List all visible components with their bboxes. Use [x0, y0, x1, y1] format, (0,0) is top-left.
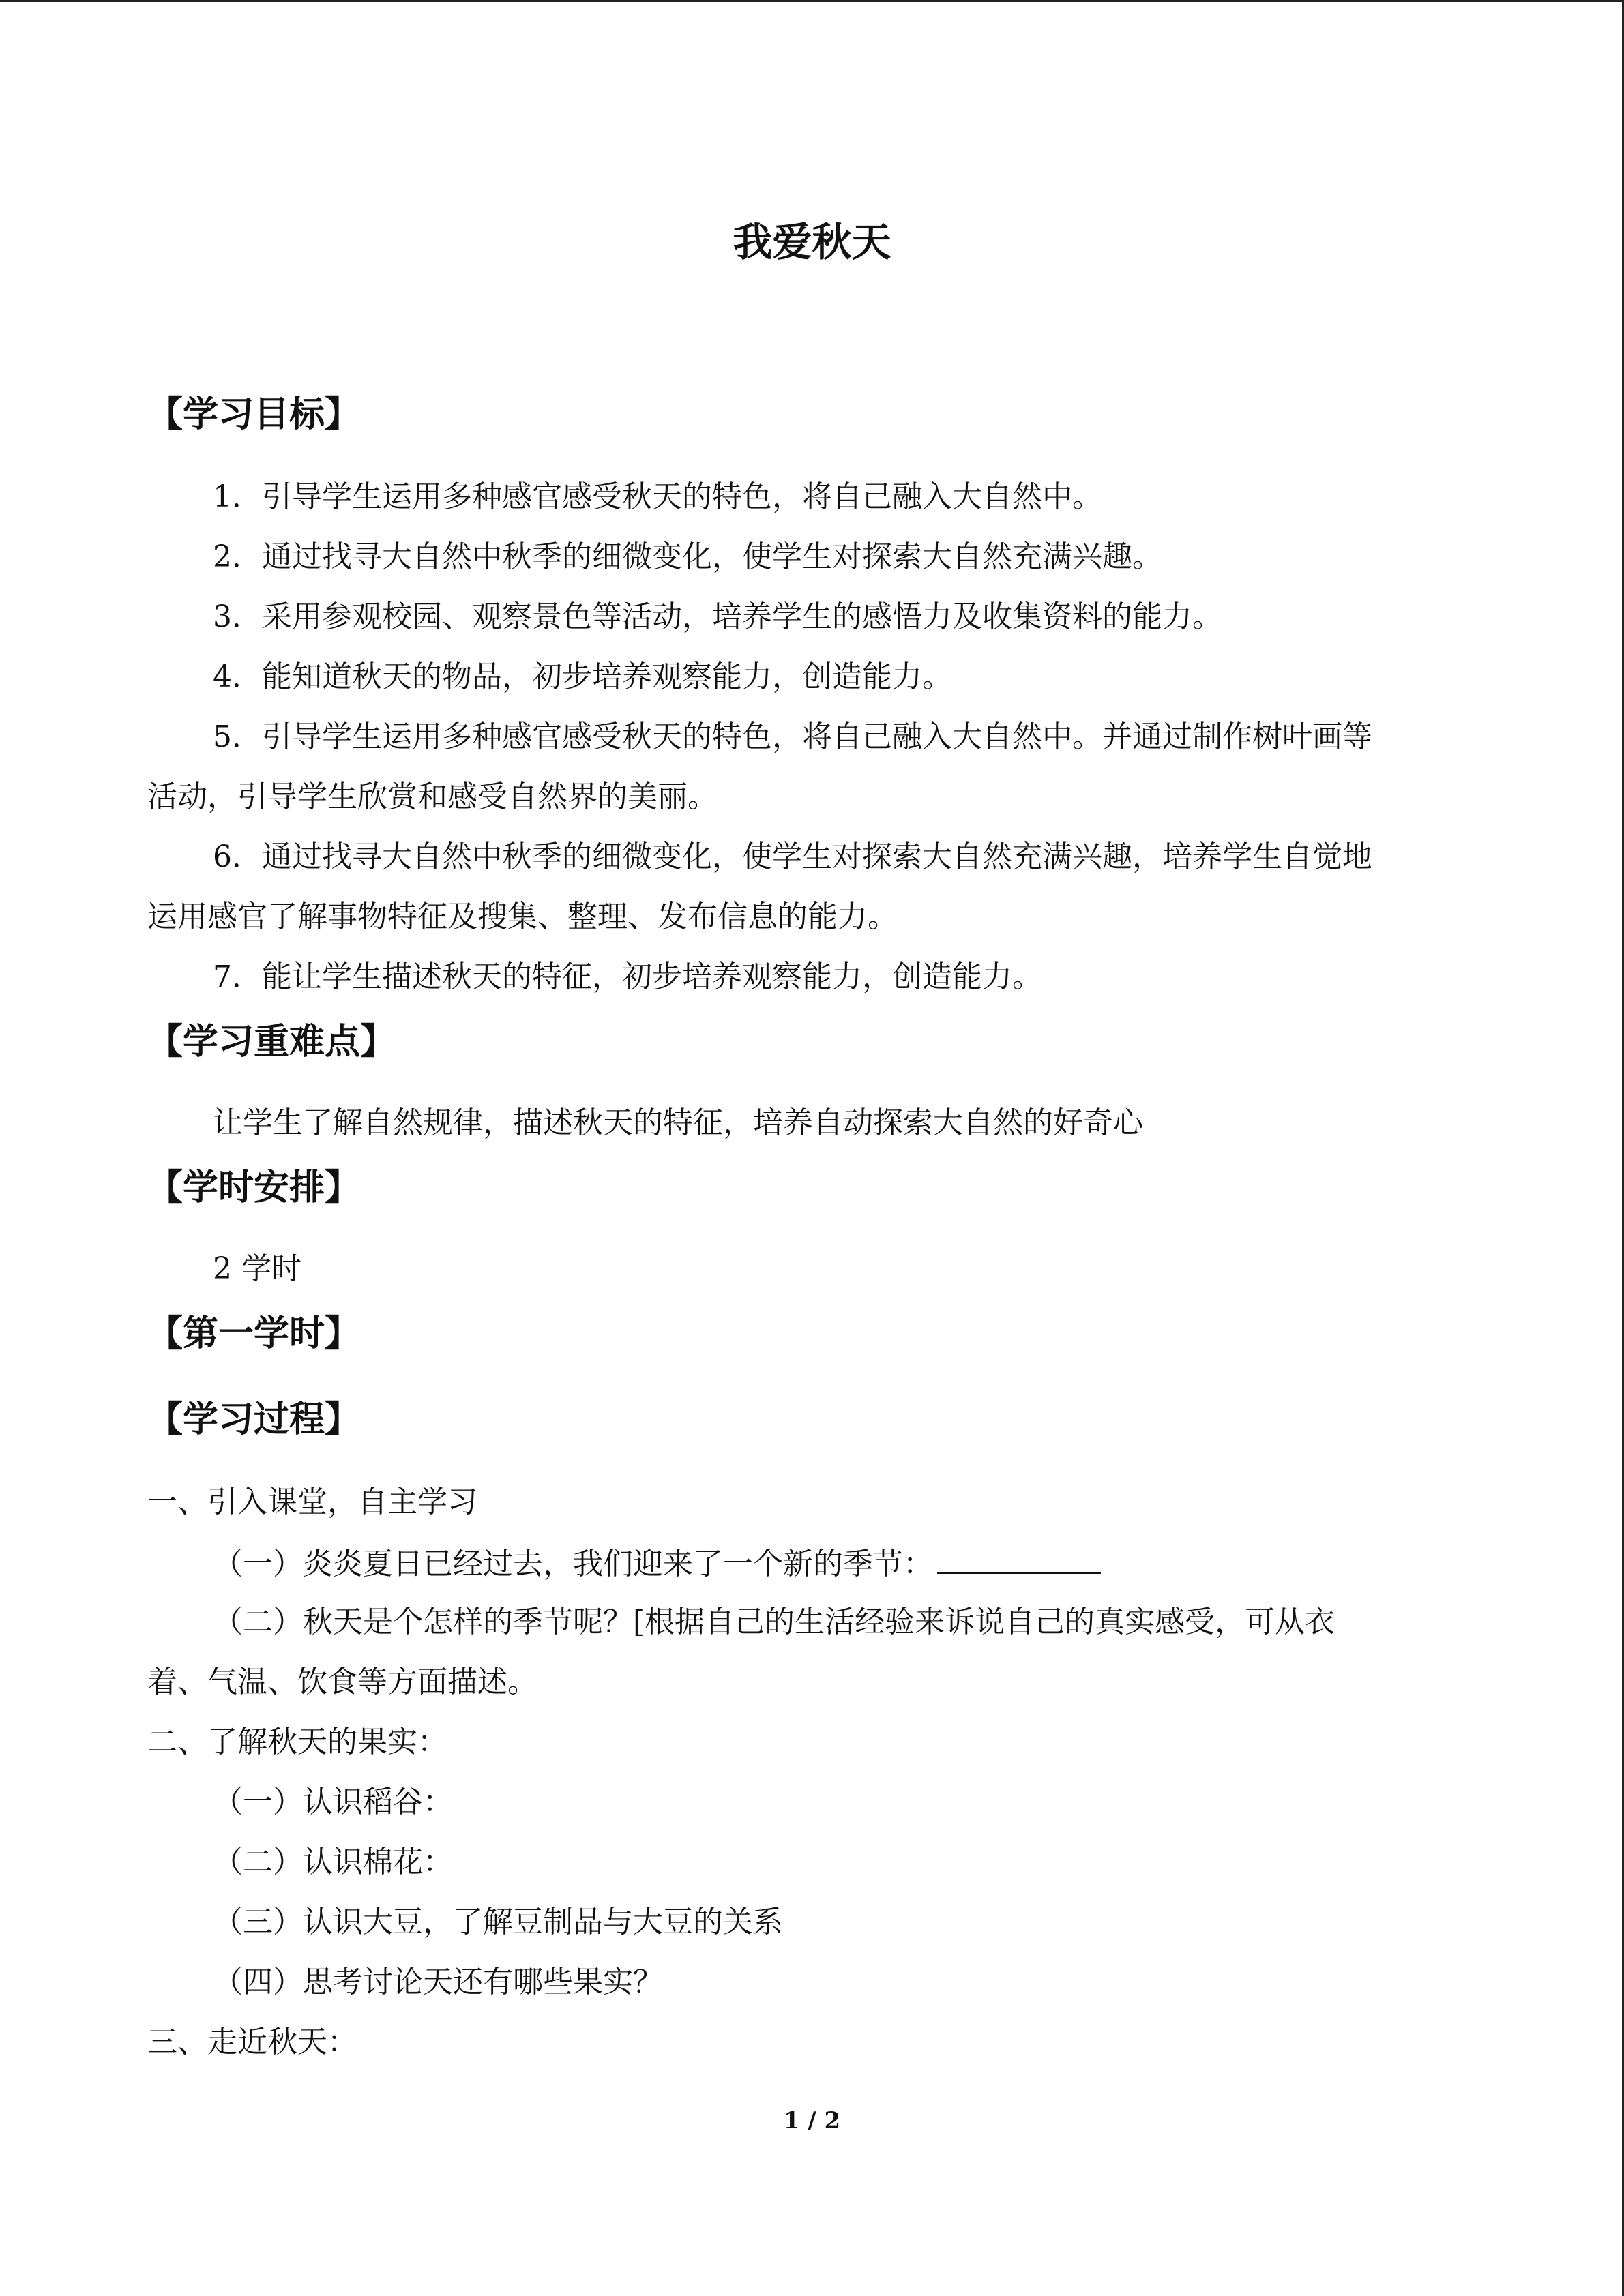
- key-points-text: 让学生了解自然规律，描述秋天的特征，培养自动探索大自然的好奇心: [213, 1105, 1143, 1140]
- schedule-text: 2 学时: [213, 1251, 301, 1286]
- goal-item-3: 3．采用参观校园、观察景色等活动，培养学生的感悟力及收集资料的能力。: [213, 599, 1222, 634]
- process-part-2: 二、了解秋天的果实：: [147, 1725, 447, 1759]
- process-part-2-item-3: （三）认识大豆，了解豆制品与大豆的关系: [213, 1905, 783, 1939]
- heading-learning-process: 【学习过程】: [147, 1399, 361, 1440]
- process-part-2-item-2: （二）认识棉花：: [213, 1845, 453, 1879]
- process-part-2-item-1: （一）认识稻谷：: [213, 1785, 453, 1819]
- document-title: 我爱秋天: [733, 219, 891, 265]
- process-part-1: 一、引入课堂，自主学习: [147, 1485, 477, 1519]
- process-part-2-item-4: （四）思考讨论天还有哪些果实？: [213, 1965, 663, 1999]
- goal-item-6-line-1: 6．通过找寻大自然中秋季的细微变化，使学生对探索大自然充满兴趣，培养学生自觉地: [213, 839, 1372, 874]
- goal-item-5-line-2: 活动，引导学生欣赏和感受自然界的美丽。: [147, 779, 718, 814]
- goal-item-7: 7．能让学生描述秋天的特征，初步培养观察能力，创造能力。: [213, 959, 1042, 994]
- answer-blank: [937, 1542, 1101, 1574]
- goal-item-2: 2．通过找寻大自然中秋季的细微变化，使学生对探索大自然充满兴趣。: [213, 539, 1162, 574]
- page-number: 1 / 2: [783, 2107, 841, 2134]
- goal-item-1: 1．引导学生运用多种感官感受秋天的特色，将自己融入大自然中。: [213, 479, 1102, 514]
- goal-item-6-line-2: 运用感官了解事物特征及搜集、整理、发布信息的能力。: [147, 899, 898, 934]
- heading-schedule: 【学时安排】: [147, 1167, 361, 1208]
- goal-item-4: 4．能知道秋天的物品，初步培养观察能力，创造能力。: [213, 659, 952, 694]
- process-part-1-item-b-line-2: 着、气温、饮食等方面描述。: [147, 1665, 537, 1699]
- heading-learning-goals: 【学习目标】: [147, 394, 361, 435]
- process-part-3: 三、走近秋天：: [147, 2025, 357, 2059]
- process-part-1-item-b-line-1: （二）秋天是个怎样的季节呢？[根据自己的生活经验来诉说自己的真实感受，可从衣: [213, 1605, 1335, 1639]
- process-part-1-item-a: [213, 1542, 1101, 1585]
- process-part-1-item-a-text: （一）炎炎夏日已经过去，我们迎来了一个新的季节：: [213, 1547, 933, 1581]
- heading-first-hour: 【第一学时】: [147, 1313, 361, 1354]
- goal-item-5-line-1: 5．引导学生运用多种感官感受秋天的特色，将自己融入大自然中。并通过制作树叶画等: [213, 719, 1372, 754]
- heading-key-points: 【学习重难点】: [147, 1022, 396, 1062]
